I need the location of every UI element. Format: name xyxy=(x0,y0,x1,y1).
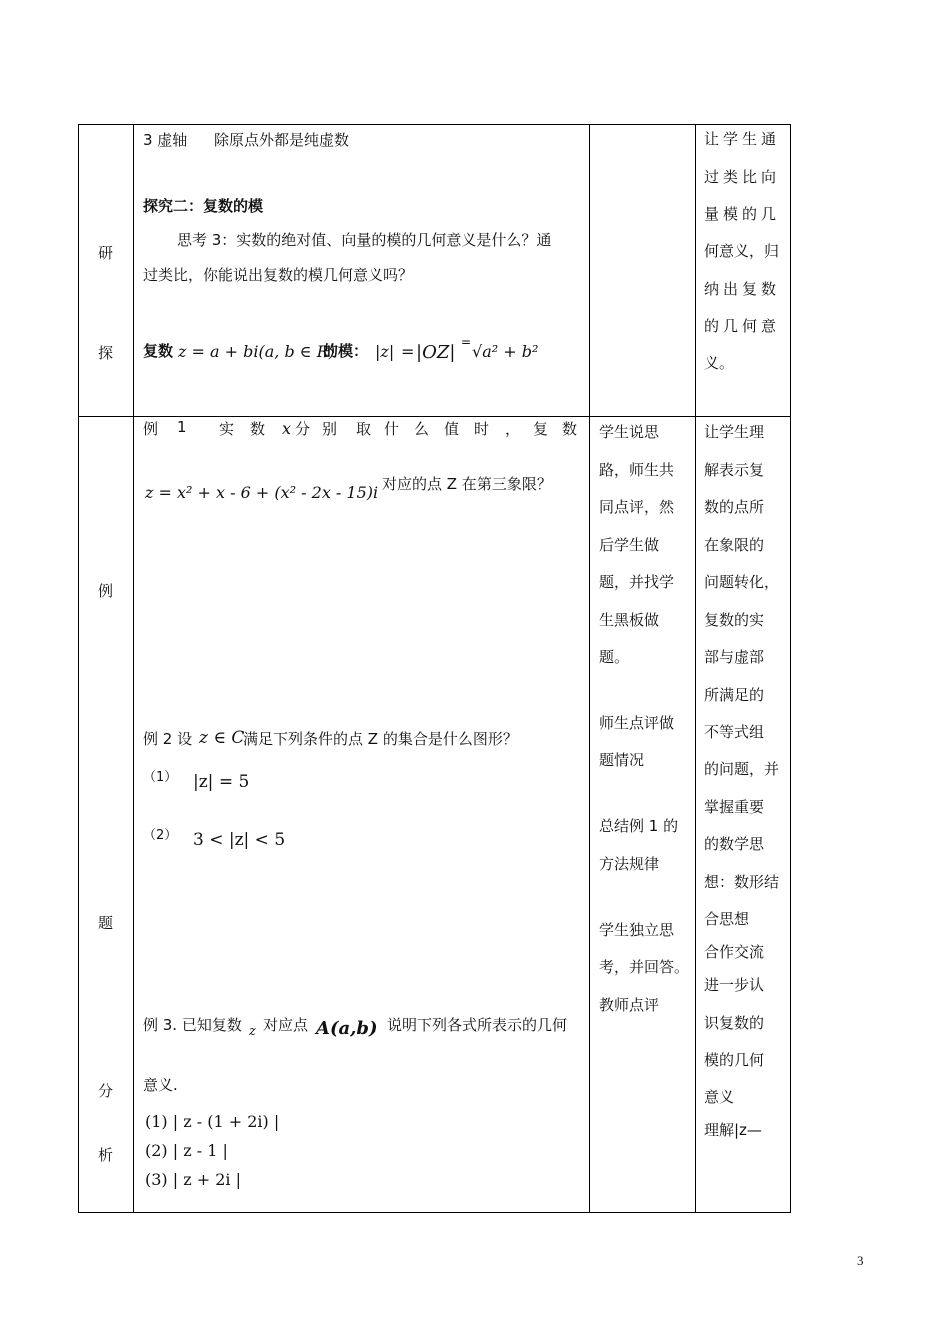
col4-line: 进一步认 xyxy=(704,976,765,994)
modulus-prefix: 复数 xyxy=(143,342,174,360)
ex1-word: 1 xyxy=(177,418,187,436)
col4-line: 义。 xyxy=(704,354,735,372)
modulus-abs-z: |z| xyxy=(375,342,395,361)
ex1-word: 值 xyxy=(444,420,460,438)
ex3-tail: ，说明下列各式所表示的几何 xyxy=(372,1016,568,1034)
ex1-question: 对应的点 Z 在第三象限？ xyxy=(382,475,552,493)
ex2-item1-formula: |z| = 5 xyxy=(193,772,250,792)
col3-line: 题情况 xyxy=(599,751,645,769)
col4-line: 所满足的 xyxy=(704,686,765,704)
side-label-char: 析 xyxy=(98,1146,114,1164)
ex3-item: (3) | z + 2i | xyxy=(145,1170,242,1189)
table-bottom-border xyxy=(78,1212,791,1213)
ex1-word: 么 xyxy=(414,420,430,438)
table-left-border xyxy=(78,124,79,1212)
col4-line: 问题转化， xyxy=(704,573,780,591)
col4-line: 意义 xyxy=(704,1088,735,1106)
col3-line: 方法规律 xyxy=(599,855,660,873)
ex2-set: z ∈ C xyxy=(199,728,245,748)
col4-line: 的几何意 xyxy=(704,317,781,335)
col3-line: 题，并找学 xyxy=(599,573,675,591)
table-top-border xyxy=(78,124,791,125)
ex1-word: ， xyxy=(505,420,521,438)
side-label-char: 题 xyxy=(98,914,114,932)
col3-line: 学生说思 xyxy=(599,423,660,441)
ex1-word: 实 xyxy=(219,420,235,438)
ex1-word: 时 xyxy=(474,420,490,438)
table-right-border xyxy=(790,124,791,1212)
col3-line: 生黑板做 xyxy=(599,611,660,629)
ex1-word: 分 xyxy=(295,420,311,438)
page-number: 3 xyxy=(857,1253,864,1268)
col4-line: 量模的几 xyxy=(704,205,781,223)
ex1-word: 数 xyxy=(250,420,266,438)
col4-line: 模的几何 xyxy=(704,1051,765,1069)
think3-line1: 思考 3：实数的绝对值、向量的模的几何意义是什么？通 xyxy=(177,231,552,249)
table-col-divider-1 xyxy=(133,124,134,1212)
col4-line: 在象限的 xyxy=(704,536,765,554)
col4-line: 何意义，归 xyxy=(704,242,780,260)
col3-line: 同点评，然 xyxy=(599,498,675,516)
think3-line2: 过类比，你能说出复数的模几何意义吗？ xyxy=(143,266,414,284)
ex2-prefix: 例 2 设 xyxy=(143,730,193,748)
col3-line: 题。 xyxy=(599,648,630,666)
col4-line: 理解|z— xyxy=(704,1121,762,1139)
modulus-oz-vector: |OZ| xyxy=(416,342,456,363)
modulus-equals-small: = xyxy=(461,335,472,349)
col4-line: 合思想 xyxy=(704,910,750,928)
ex3-line2: 意义. xyxy=(143,1076,178,1094)
col4-line: 复数的实 xyxy=(704,611,765,629)
ex1-word: 取 xyxy=(356,420,372,438)
col4-line: 过类比向 xyxy=(704,168,781,186)
side-label-char: 例 xyxy=(98,582,114,600)
table-row-divider xyxy=(78,416,791,417)
col4-line: 解表示复 xyxy=(704,461,765,479)
ex3-item: (1) | z - (1 + 2i) | xyxy=(145,1112,280,1131)
modulus-mid: 的模： xyxy=(323,342,369,360)
col4-line: 合作交流 xyxy=(704,943,765,961)
imaginary-axis-label: 3 虚轴 xyxy=(143,131,188,149)
modulus-formula: z = a + bi(a, b ∈ R) xyxy=(178,342,335,361)
side-label-char: 分 xyxy=(98,1082,114,1100)
col4-line: 让学生通 xyxy=(704,130,781,148)
col4-line: 数的点所 xyxy=(704,498,765,516)
ex2-item2-label: （2） xyxy=(143,828,178,843)
col3-line: 师生点评做 xyxy=(599,714,675,732)
col4-line: 的问题，并 xyxy=(704,760,780,778)
ex2-question: 满足下列条件的点 Z 的集合是什么图形？ xyxy=(243,730,518,748)
modulus-sqrt: √a² + b² xyxy=(472,342,539,361)
col3-line: 学生独立思 xyxy=(599,921,675,939)
ex1-word: 数 xyxy=(562,420,578,438)
col4-line: 想：数形结 xyxy=(704,873,780,891)
ex1-word: 什 xyxy=(384,420,400,438)
ex2-item2-formula: 3 < |z| < 5 xyxy=(193,830,286,850)
side-label-char: 研 xyxy=(98,244,114,262)
col4-line: 让学生理 xyxy=(704,423,765,441)
col4-line: 部与虚部 xyxy=(704,648,765,666)
col4-line: 掌握重要 xyxy=(704,798,765,816)
ex1-word: 例 xyxy=(143,420,159,438)
ex1-var-x: x xyxy=(282,419,292,438)
col4-line: 纳出复数 xyxy=(704,280,781,298)
col4-line: 不等式组 xyxy=(704,723,765,741)
ex3-var-z: z xyxy=(249,1024,256,1039)
ex2-item1-label: （1） xyxy=(143,770,178,785)
side-label-char: 探 xyxy=(98,344,114,362)
ex1-formula: z = x² + x - 6 + (x² - 2x - 15)i xyxy=(145,483,379,502)
section-heading: 探究二：复数的模 xyxy=(143,197,264,215)
col4-line: 的数学思 xyxy=(704,835,765,853)
col3-line: 后学生做 xyxy=(599,536,660,554)
imaginary-axis-text: 除原点外都是纯虚数 xyxy=(214,131,350,149)
modulus-equals: = xyxy=(401,342,415,361)
table-col-divider-2 xyxy=(589,124,590,1212)
col3-line: 教师点评 xyxy=(599,996,660,1014)
ex1-word: 复 xyxy=(533,420,549,438)
ex3-item: (2) | z - 1 | xyxy=(145,1141,228,1160)
ex3-point: A(a,b) xyxy=(316,1018,378,1039)
ex1-word: 别 xyxy=(322,420,338,438)
col3-line: 路，师生共 xyxy=(599,461,675,479)
table-col-divider-3 xyxy=(695,124,696,1212)
col3-line: 考，并回答。 xyxy=(599,958,690,976)
col3-line: 总结例 1 的 xyxy=(599,817,679,835)
ex3-prefix: 例 3. 已知复数 xyxy=(143,1016,242,1034)
ex3-mid: 对应点 xyxy=(263,1016,309,1034)
col4-line: 识复数的 xyxy=(704,1014,765,1032)
